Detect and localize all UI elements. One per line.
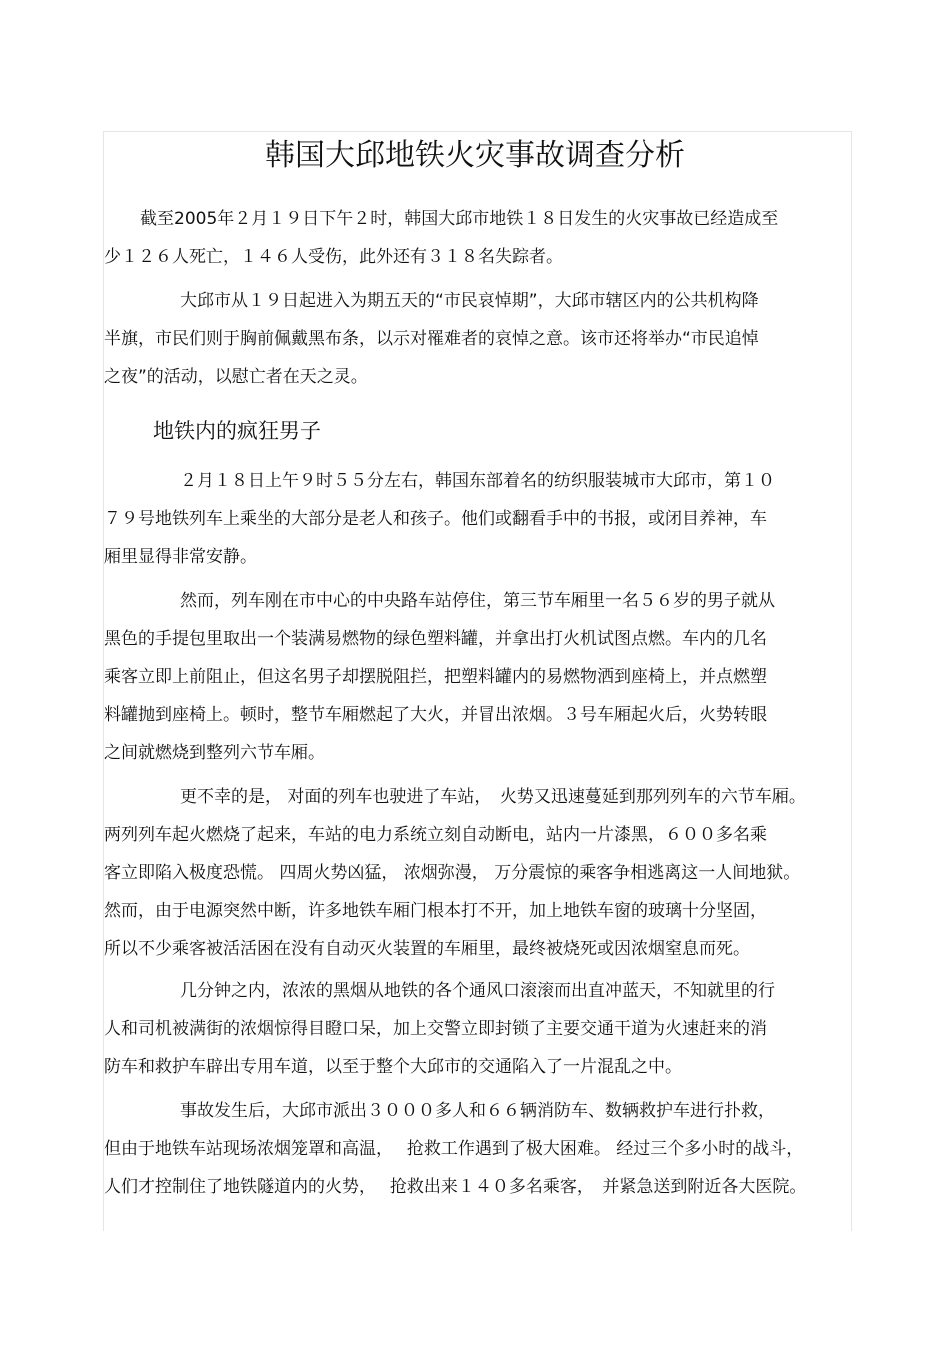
text-line: 之间就燃烧到整列六节车厢。	[104, 743, 325, 763]
text-line: 大邱市从１９日起进入为期五天的“市民哀悼期”，大邱市辖区内的公共机构降	[180, 291, 759, 311]
text-line: 厢里显得非常安静。	[104, 547, 257, 567]
paragraph-mourning	[104, 282, 849, 396]
text-line: ７９号地铁列车上乘坐的大部分是老人和孩子。他们或翻看手中的书报，或闭目养神，车	[104, 509, 767, 529]
text-line: 之夜”的活动，以慰亡者在天之灵。	[104, 367, 368, 387]
paragraph-rescue	[104, 1092, 849, 1206]
text-line: 然而，列车刚在市中心的中央路车站停住，第三节车厢里一名５６岁的男子就从	[180, 591, 775, 611]
text-line: 两列列车起火燃烧了起来，车站的电力系统立刻自动断电，站内一片漆黑，６００多名乘	[104, 825, 767, 845]
paragraph-spread	[104, 778, 849, 968]
paragraph-train	[104, 462, 849, 576]
text-line: 料罐抛到座椅上。顿时，整节车厢燃起了大火，并冒出浓烟。３号车厢起火后，火势转眼	[104, 705, 767, 725]
text-line: 更不幸的是， 对面的列车也驶进了车站， 火势又迅速蔓延到那列列车的六节车厢。	[180, 787, 806, 807]
paragraph-intro	[104, 200, 849, 276]
text-line: 客立即陷入极度恐慌。 四周火势凶猛， 浓烟弥漫， 万分震惊的乘客争相逃离这一人间地狱。	[104, 863, 801, 883]
text-line: 几分钟之内，浓浓的黑烟从地铁的各个通风口滚滚而出直冲蓝天，不知就里的行	[180, 981, 775, 1001]
text-line: 人们才控制住了地铁隧道内的火势， 抢救出来１４０多名乘客， 并紧急送到附近各大医院。	[104, 1177, 807, 1197]
text-line: 事故发生后，大邱市派出３０００多人和６６辆消防车、数辆救护车进行扑救，	[180, 1101, 775, 1121]
text-line: 少１２６人死亡，１４６人受伤，此外还有３１８名失踪者。	[104, 247, 563, 267]
text-line: ２月１８日上午９时５５分左右，韩国东部着名的纺织服装城市大邱市，第１０	[180, 471, 775, 491]
text-line: 但由于地铁车站现场浓烟笼罩和高温， 抢救工作遇到了极大困难。 经过三个多小时的战斗，	[104, 1139, 804, 1159]
text-line: 人和司机被满街的浓烟惊得目瞪口呆，加上交警立即封锁了主要交通干道为火速赶来的消	[104, 1019, 767, 1039]
section-heading: 地铁内的疯狂男子	[153, 419, 321, 443]
text-line: 防车和救护车辟出专用车道，以至于整个大邱市的交通陷入了一片混乱之中。	[104, 1057, 682, 1077]
text-line: 半旗，市民们则于胸前佩戴黑布条，以示对罹难者的哀悼之意。该市还将举办“市民追悼	[104, 329, 759, 349]
paragraph-smoke	[104, 972, 849, 1086]
text-line: 截至2005年２月１９日下午２时，韩国大邱市地铁１８日发生的火灾事故已经造成至	[140, 209, 779, 229]
text-line: 所以不少乘客被活活困在没有自动灭火装置的车厢里，最终被烧死或因浓烟窒息而死。	[104, 939, 750, 959]
text-line: 黑色的手提包里取出一个装满易燃物的绿色塑料罐，并拿出打火机试图点燃。车内的几名	[104, 629, 767, 649]
text-line: 乘客立即上前阻止，但这名男子却摆脱阻拦，把塑料罐内的易燃物洒到座椅上，并点燃塑	[104, 667, 767, 687]
document-title: 韩国大邱地铁火灾事故调查分析	[265, 138, 685, 173]
paragraph-arson	[104, 582, 849, 772]
text-line: 然而，由于电源突然中断，许多地铁车厢门根本打不开，加上地铁车窗的玻璃十分坚固，	[104, 901, 767, 921]
